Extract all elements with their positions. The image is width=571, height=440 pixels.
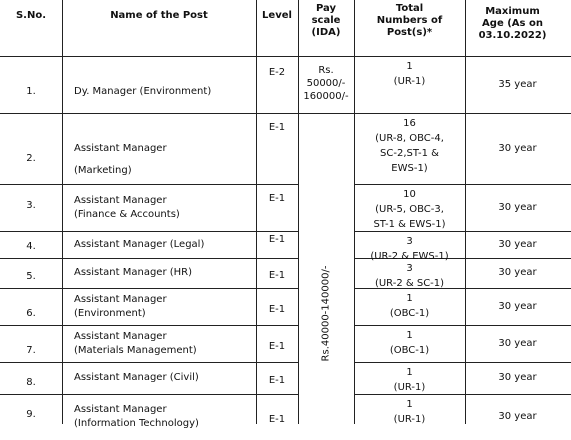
header-post [62,10,256,24]
merged-pay-scale-text: Rs.40000-140000/- [320,265,332,361]
level-value: E-1 [268,340,286,352]
row-sno [0,325,62,362]
row-level [256,394,298,440]
row-sno [0,56,62,113]
row-posts [354,116,465,184]
posts-line: (UR-1) [393,76,426,87]
posts-line: 1 [406,399,413,410]
posts-line: 1 [406,293,413,304]
posts-line: SC-2,ST-1 & [380,148,439,159]
row-level [256,258,298,288]
header-pay-line: scale [311,15,341,26]
level-value: E-1 [268,122,286,133]
posts-line: (UR-2 & EWS-1) [370,251,449,262]
level-value: E-1 [268,375,286,386]
post-name-line: (Environment) [74,307,146,319]
posts-line: EWS-1) [391,163,428,174]
row-sno [0,362,62,394]
post-name-line: (Information Technology) [74,418,199,429]
row-age [465,325,570,362]
row-age [465,258,570,288]
row-age [465,184,570,231]
row-posts [354,234,465,262]
sno-value: 2. [26,153,36,164]
sno-value: 5. [26,271,36,282]
posts-line: (UR-1) [393,382,426,393]
row-post-name [74,325,256,362]
row-level [256,113,298,184]
row-age [465,113,570,184]
row-post-name [74,394,256,440]
posts-line: (UR-1) [393,414,426,425]
posts-line: ST-1 & EWS-1) [373,219,446,230]
post-name-line: Assistant Manager (HR) [74,267,193,278]
row-post-name [74,184,256,231]
sno-value: 6. [26,308,36,319]
age-value: 30 year [498,411,537,422]
merged-pay-scale-cell [298,113,354,424]
age-value: 30 year [498,201,537,213]
row-sno [0,113,62,184]
header-age-line: 03.10.2022) [478,30,547,41]
posts-line: 3 [406,263,413,274]
row-post-name [74,362,256,394]
row-posts [354,365,465,394]
posts-line: 1 [406,330,413,341]
age-value: 30 year [498,372,537,383]
row-posts [354,328,465,362]
age-value: 30 year [498,267,537,278]
post-name-line: Assistant Manager [74,142,167,154]
row-posts [354,187,465,231]
row-level [256,325,298,362]
row-sno [0,231,62,258]
row-post-name [74,113,256,184]
row-level [256,184,298,231]
row-sno [0,394,62,440]
sno-value: 4. [26,241,36,252]
header-post-label: Name of the Post [110,10,208,21]
post-name-line: (Marketing) [74,164,132,176]
age-value: 35 year [498,78,537,90]
level-value: E-1 [268,414,286,425]
header-total-line: Post(s)* [386,27,433,38]
post-name-line: Assistant Manager [74,293,167,305]
row-sno [0,184,62,231]
header-sno-label: S.No. [15,10,47,21]
level-value: E-1 [268,193,286,204]
row-age [465,394,570,440]
posts-line: 3 [406,236,413,247]
post-name-line: (Finance & Accounts) [74,208,180,220]
post-name-line: (Materials Management) [74,344,197,356]
header-sno [0,10,62,24]
row-age [465,362,570,394]
level-value: E-1 [268,270,286,281]
row-posts [354,59,465,113]
header-total [354,3,465,51]
posts-line: (UR-5, OBC-3, [375,204,444,215]
row-posts [354,261,465,288]
row-posts [354,397,465,440]
row-post-name [74,231,256,258]
row-pay-scale [298,64,354,113]
age-value: 30 year [498,337,537,349]
post-name-line: Assistant Manager (Civil) [74,372,199,383]
header-pay [298,3,354,51]
posts-line: (OBC-1) [389,308,430,319]
header-total-line: Total [395,3,424,14]
header-level [256,10,298,24]
level-value: E-2 [268,67,286,78]
header-total-line: Numbers of [376,15,443,26]
row-sno [0,258,62,288]
age-value: 30 year [498,238,537,250]
post-name-line: Assistant Manager [74,404,167,415]
header-pay-line: Pay [315,3,337,14]
posts-line: 1 [406,61,413,72]
sno-value: 8. [26,377,36,388]
posts-line: 16 [403,118,416,129]
pay-scale-line: 50000/- [306,78,346,89]
pay-scale-line: 160000/- [303,91,349,102]
sno-value: 3. [26,200,36,211]
grid-line [298,56,354,57]
row-age [465,56,570,113]
row-level [256,362,298,394]
header-age-line: Maximum [485,6,540,17]
sno-value: 9. [26,409,36,420]
header-age [465,6,560,54]
row-post-name [74,288,256,325]
row-post-name [74,56,256,113]
row-age [465,231,570,258]
row-level [256,231,298,258]
age-value: 30 year [498,300,537,312]
header-age-line: Age (As on [482,18,543,29]
row-age [465,288,570,325]
row-level [256,56,298,113]
age-value: 30 year [498,142,537,154]
posts-line: 1 [406,367,413,378]
row-sno [0,288,62,325]
sno-value: 7. [26,345,36,356]
posts-line: (UR-2 & SC-1) [374,278,445,289]
grid-line [62,0,63,424]
pay-scale-line: Rs. [318,65,334,76]
row-level [256,288,298,325]
level-value: E-1 [268,303,286,315]
posts-line: 10 [403,189,416,200]
post-name-line: Dy. Manager (Environment) [74,86,212,97]
sno-value: 1. [26,86,36,97]
post-name-line: Assistant Manager [74,194,167,206]
header-pay-line: (IDA) [311,27,341,38]
post-name-line: Assistant Manager [74,330,167,342]
posts-line: (UR-8, OBC-4, [375,133,444,144]
row-posts [354,291,465,325]
level-value: E-1 [268,234,286,245]
post-name-line: Assistant Manager (Legal) [74,238,205,250]
row-post-name [74,258,256,288]
posts-line: (OBC-1) [389,345,430,356]
header-level-label: Level [262,10,292,21]
